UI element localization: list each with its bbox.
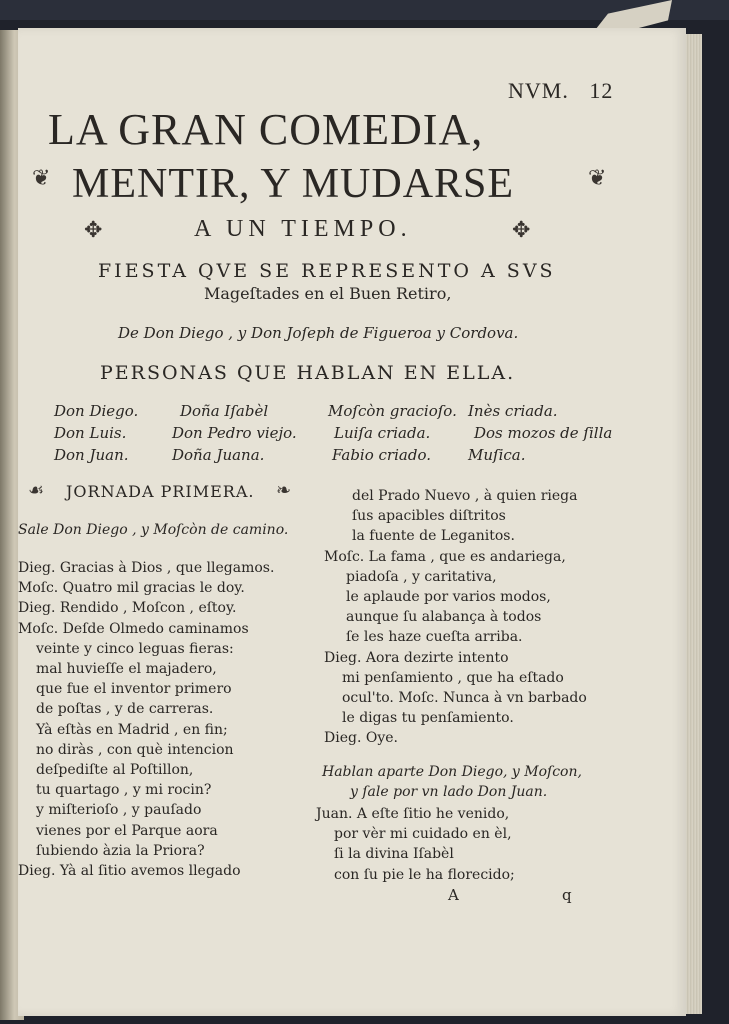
verse-line: de poſtas , y de carreras. [36, 701, 214, 718]
verse-line: y miſterioſo , y pauſado [36, 802, 202, 819]
verse-line: vienes por el Parque aora [36, 822, 218, 839]
right-verse-column [324, 486, 587, 749]
verse-line: no diràs , con què intencion [36, 741, 234, 758]
fleuron-ornament-right: ❦ [588, 166, 607, 191]
cast-member: Fabio criado. [332, 446, 431, 464]
cast-member: Don Juan. [54, 446, 129, 464]
verse-line: tu quartago , y mi rocin? [36, 782, 212, 799]
stage-direction-line: Hablan aparte Don Diego, y Moſcon, [322, 764, 582, 780]
verse-line: Moſc. Quatro mil gracias le doy. [18, 580, 245, 597]
cast-member: Moſcòn gracioſo. [328, 402, 457, 420]
stage-direction-line: y ſale por vn lado Don Juan. [350, 784, 548, 800]
verse-line: Moſc. La fama , que es andariega, [324, 548, 566, 565]
verse-line: Dieg. Oye. [324, 730, 398, 747]
subtitle-line-2: Mageſtades en el Buen Retiro, [204, 284, 452, 303]
page-number-label: NVM. 12 [508, 78, 614, 103]
verse-line: mi penſamiento , que ha eſtado [342, 669, 564, 686]
cast-heading: PERSONAS QUE HABLAN EN ELLA. [100, 362, 516, 384]
cast-member: Dos mozos de ſilla [474, 424, 613, 442]
left-verse-column [18, 558, 274, 881]
act-heading: JORNADA PRIMERA. [66, 482, 255, 501]
verse-line: Moſc. Deſde Olmedo caminamos [18, 620, 249, 637]
verse-line: Dieg. Aora dezirte intento [324, 649, 509, 666]
cast-member: Don Pedro viejo. [172, 424, 297, 442]
verse-line: Juan. A eſte ſitio he venido, [316, 806, 510, 822]
catchword: q [562, 886, 572, 904]
title-line-2: MENTIR, Y MUDARSE [72, 161, 515, 207]
verse-line: le digas tu penſamiento. [342, 710, 514, 727]
verse-line: deſpediſte al Poſtillon, [36, 762, 194, 779]
cast-member: Doña Juana. [172, 446, 265, 464]
verse-line: veinte y cinco leguas fieras: [36, 640, 234, 657]
verse-line: ocul'to. Moſc. Nunca à vn barbado [342, 690, 587, 707]
fleuron-ornament-left: ❦ [32, 166, 51, 191]
verse-line: piadoſa , y caritativa, [346, 568, 497, 585]
floral-ornament-right: ✥ [512, 218, 531, 243]
verse-line: le aplaude por varios modos, [346, 589, 551, 606]
authors-line: De Don Diego , y Don Joſeph de Figueroa y Cordova. [118, 324, 519, 342]
hand-ornament-left: ☙ [28, 480, 45, 501]
title-line-1: LA GRAN COMEDIA, [48, 105, 484, 154]
floral-ornament-left: ✥ [84, 218, 103, 243]
verse-line: Dieg. Yà al ſitio avemos llegado [18, 863, 241, 880]
verse-line: aunque ſu alabança à todos [346, 609, 542, 626]
verse-line: ſi la divina Iſabèl [334, 846, 454, 863]
cast-member: Doña Iſabèl [180, 402, 269, 420]
verse-line: la fuente de Leganitos. [352, 528, 515, 545]
verse-line: ſubiendo àzia la Priora? [36, 842, 205, 859]
verse-line: del Prado Nuevo , à quien riega [352, 488, 578, 504]
hand-ornament-right: ❧ [276, 480, 292, 501]
verse-line: Dieg. Rendido , Moſcon , eſtoy. [18, 600, 237, 617]
cast-member: Muſica. [468, 446, 526, 464]
signature-mark: A [448, 886, 459, 904]
title-line-3: A UN TIEMPO. [194, 216, 412, 242]
verse-line: que fue el inventor primero [36, 681, 232, 698]
verse-line: Yà eſtàs en Madrid , en fin; [36, 721, 228, 738]
verse-line: mal huvieſſe el majadero, [36, 661, 217, 678]
verse-line: Dieg. Gracias à Dios , que llegamos. [18, 560, 275, 576]
cast-member: Luiſa criada. [334, 424, 431, 442]
verse-line: con ſu pie le ha florecido; [334, 866, 515, 883]
stage-direction-2 [322, 762, 582, 802]
cast-member: Don Luis. [54, 424, 127, 442]
right-verse-column-2 [316, 804, 515, 885]
stage-direction: Sale Don Diego , y Moſcòn de camino. [18, 522, 289, 538]
cast-member: Don Diego. [54, 402, 139, 420]
subtitle-line-1: FIESTA QVE SE REPRESENTO A SVS [98, 260, 556, 282]
verse-line: ſe les haze cueſta arriba. [346, 629, 523, 646]
verse-line: por vèr mi cuidado en èl, [334, 826, 512, 843]
page [18, 28, 686, 1016]
verse-line: ſus apacibles diſtritos [352, 508, 506, 525]
cast-member: Inès criada. [468, 402, 558, 420]
